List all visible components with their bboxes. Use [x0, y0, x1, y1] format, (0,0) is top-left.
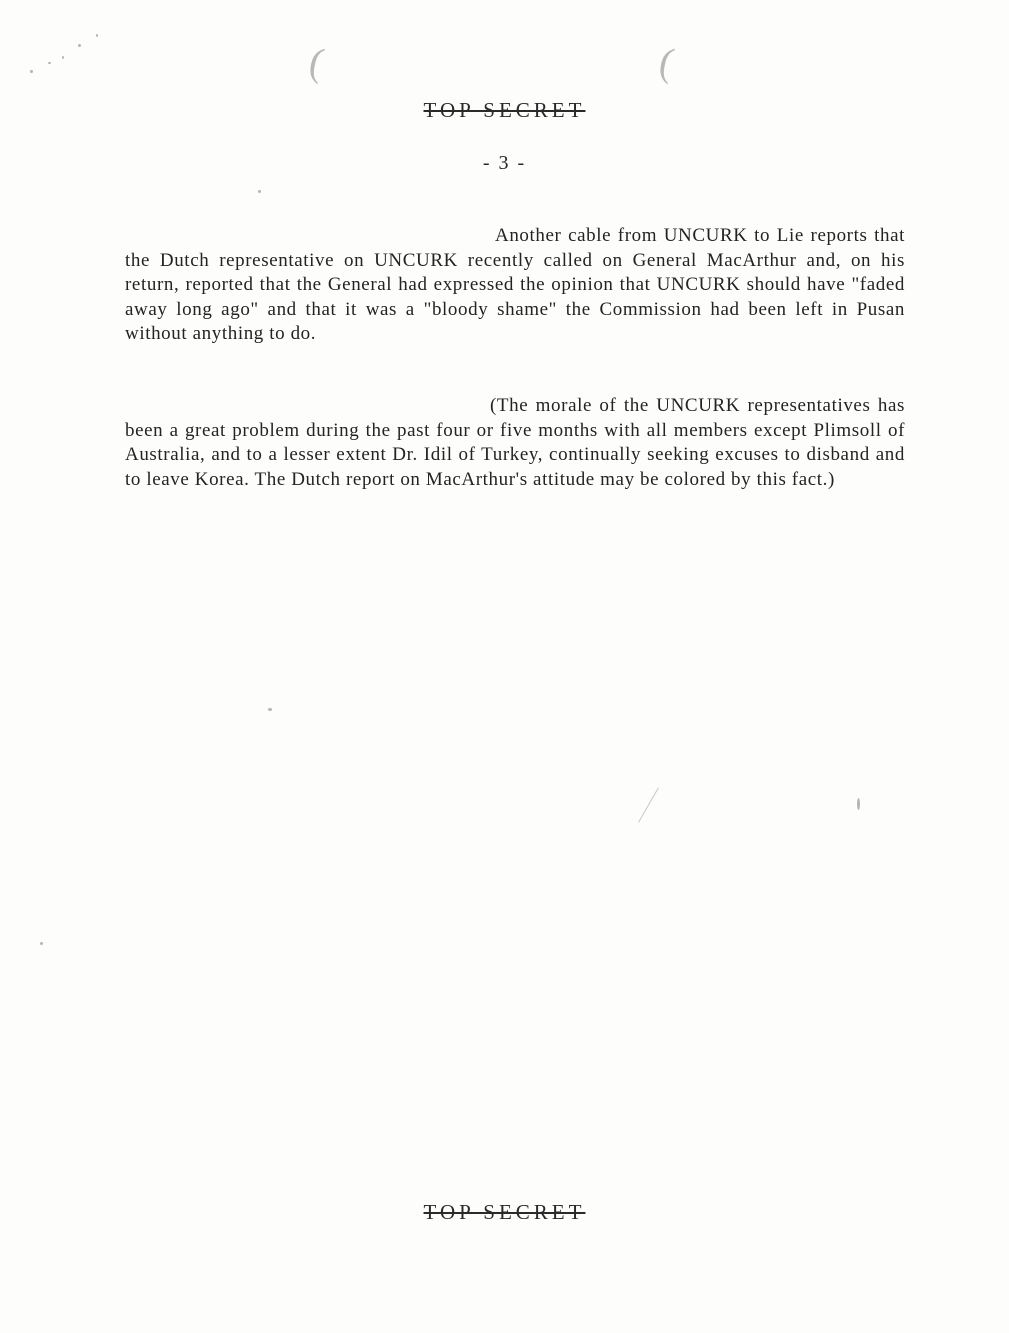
- paragraph-text: (The morale of the UNCURK representatives has been a great problem during the past four or five months with all members except Plimsoll of Australia, and to a lesser extent Dr. Idil of Turkey, continually seeking excuses to disband and to leave Korea. The Dutch report on MacArthur's attitude may be colored by this fact.): [125, 395, 905, 490]
- speck: [258, 190, 261, 193]
- speck: [857, 798, 860, 810]
- punch-mark-left: (: [305, 38, 328, 85]
- paragraph-text: Another cable from UNCURK to Lie reports that the Dutch representative on UNCURK recently called on General MacArthur and, on his return, reported that the General had expressed the opinion that UNCURK should have "faded away long ago" and that it was a "bloody shame" the Commission had been left in Pusan without anything to do.: [125, 225, 905, 345]
- speck: [30, 70, 33, 73]
- paragraph-morale-note: [125, 394, 905, 492]
- page-number: - 3 -: [482, 152, 527, 174]
- paper-crease: [638, 787, 659, 822]
- speck: [40, 942, 43, 945]
- speck: [78, 44, 81, 47]
- speck: [96, 34, 98, 37]
- classification-marking-top: [0, 98, 1009, 123]
- classification-text-top: TOP SECRET: [423, 98, 586, 122]
- speck: [268, 708, 272, 711]
- speck: [62, 56, 64, 59]
- punch-mark-right: (: [655, 38, 678, 85]
- classification-marking-bottom: [0, 1200, 1009, 1225]
- classification-text-bottom: TOP SECRET: [423, 1200, 586, 1224]
- speck: [48, 62, 51, 64]
- paragraph-uncurk-cable: [125, 224, 905, 347]
